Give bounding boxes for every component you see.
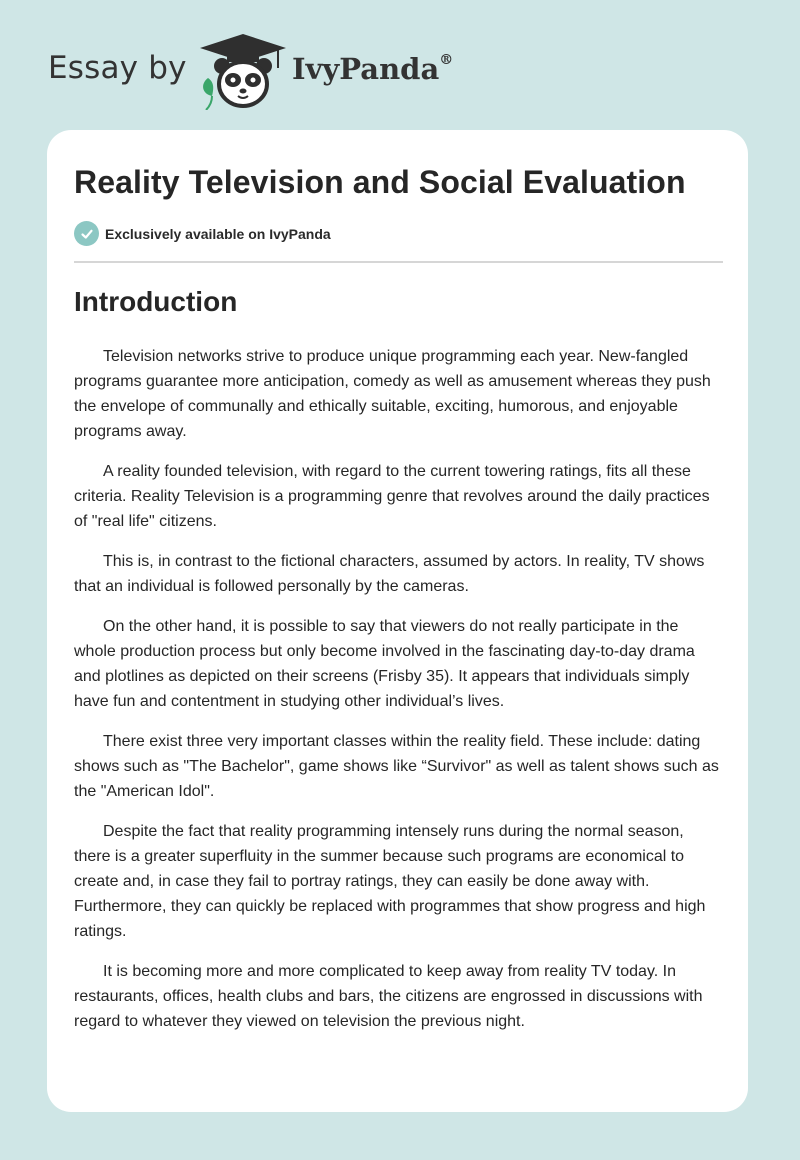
panda-logo-icon[interactable] xyxy=(200,34,286,110)
divider xyxy=(74,261,723,263)
paragraph: This is, in contrast to the fictional characters, assumed by actors. In reality, TV shows that an individual is followed personally by the cameras. xyxy=(74,553,705,595)
paragraph: Television networks strive to produce unique programming each year. New-fangled programs guarantee more anticipation, comedy as well as amusement whereas they push the envelope of communally and ethically suitable, exciting, humorous, and enjoyable programs away. xyxy=(74,348,711,440)
paragraph: On the other hand, it is possible to say that viewers do not really participate in the whole production process but only become involved in the fascinating day-to-day drama and plotlines as depicted on their screens (Frisby 35). It appears that individuals simply have fun and contentment in studying other individual’s lives. xyxy=(74,618,695,710)
brand-text: IvyPanda xyxy=(292,52,440,86)
paragraph: A reality founded television, with regard to the current towering ratings, fits all these criteria. Reality Television is a programming genre that revolves around the daily practices of "real life" citizens. xyxy=(74,463,710,530)
essay-card xyxy=(47,130,748,1112)
exclusive-badge xyxy=(74,221,331,246)
paragraph: Despite the fact that reality programming intensely runs during the normal season, there is a greater superfluity in the summer because such programs are economical to create and, in case they fail to portray ratings, they can easily be done away with. Furthermore, they can quickly be replaced with programmes that show progress and high ratings. xyxy=(74,823,706,940)
site-header xyxy=(0,0,800,130)
brand-name[interactable] xyxy=(292,52,453,86)
paragraph: There exist three very important classes within the reality field. These include: dating shows such as "The Bachelor", game shows like “Survivor" as well as talent shows such as the "American Idol". xyxy=(74,733,719,800)
check-icon xyxy=(74,221,99,246)
paragraph: It is becoming more and more complicated to keep away from reality TV today. In restaurants, offices, health clubs and bars, the citizens are engrossed in discussions with regard to whatever they viewed on television the previous night. xyxy=(74,963,703,1030)
essay-title: Reality Television and Social Evaluation xyxy=(74,164,686,200)
essay-body xyxy=(74,344,724,1049)
essay-by-label: Essay by xyxy=(48,50,187,86)
section-heading: Introduction xyxy=(74,286,238,317)
exclusive-badge-label: Exclusively available on IvyPanda xyxy=(105,225,331,242)
registered-mark: ® xyxy=(439,52,454,69)
